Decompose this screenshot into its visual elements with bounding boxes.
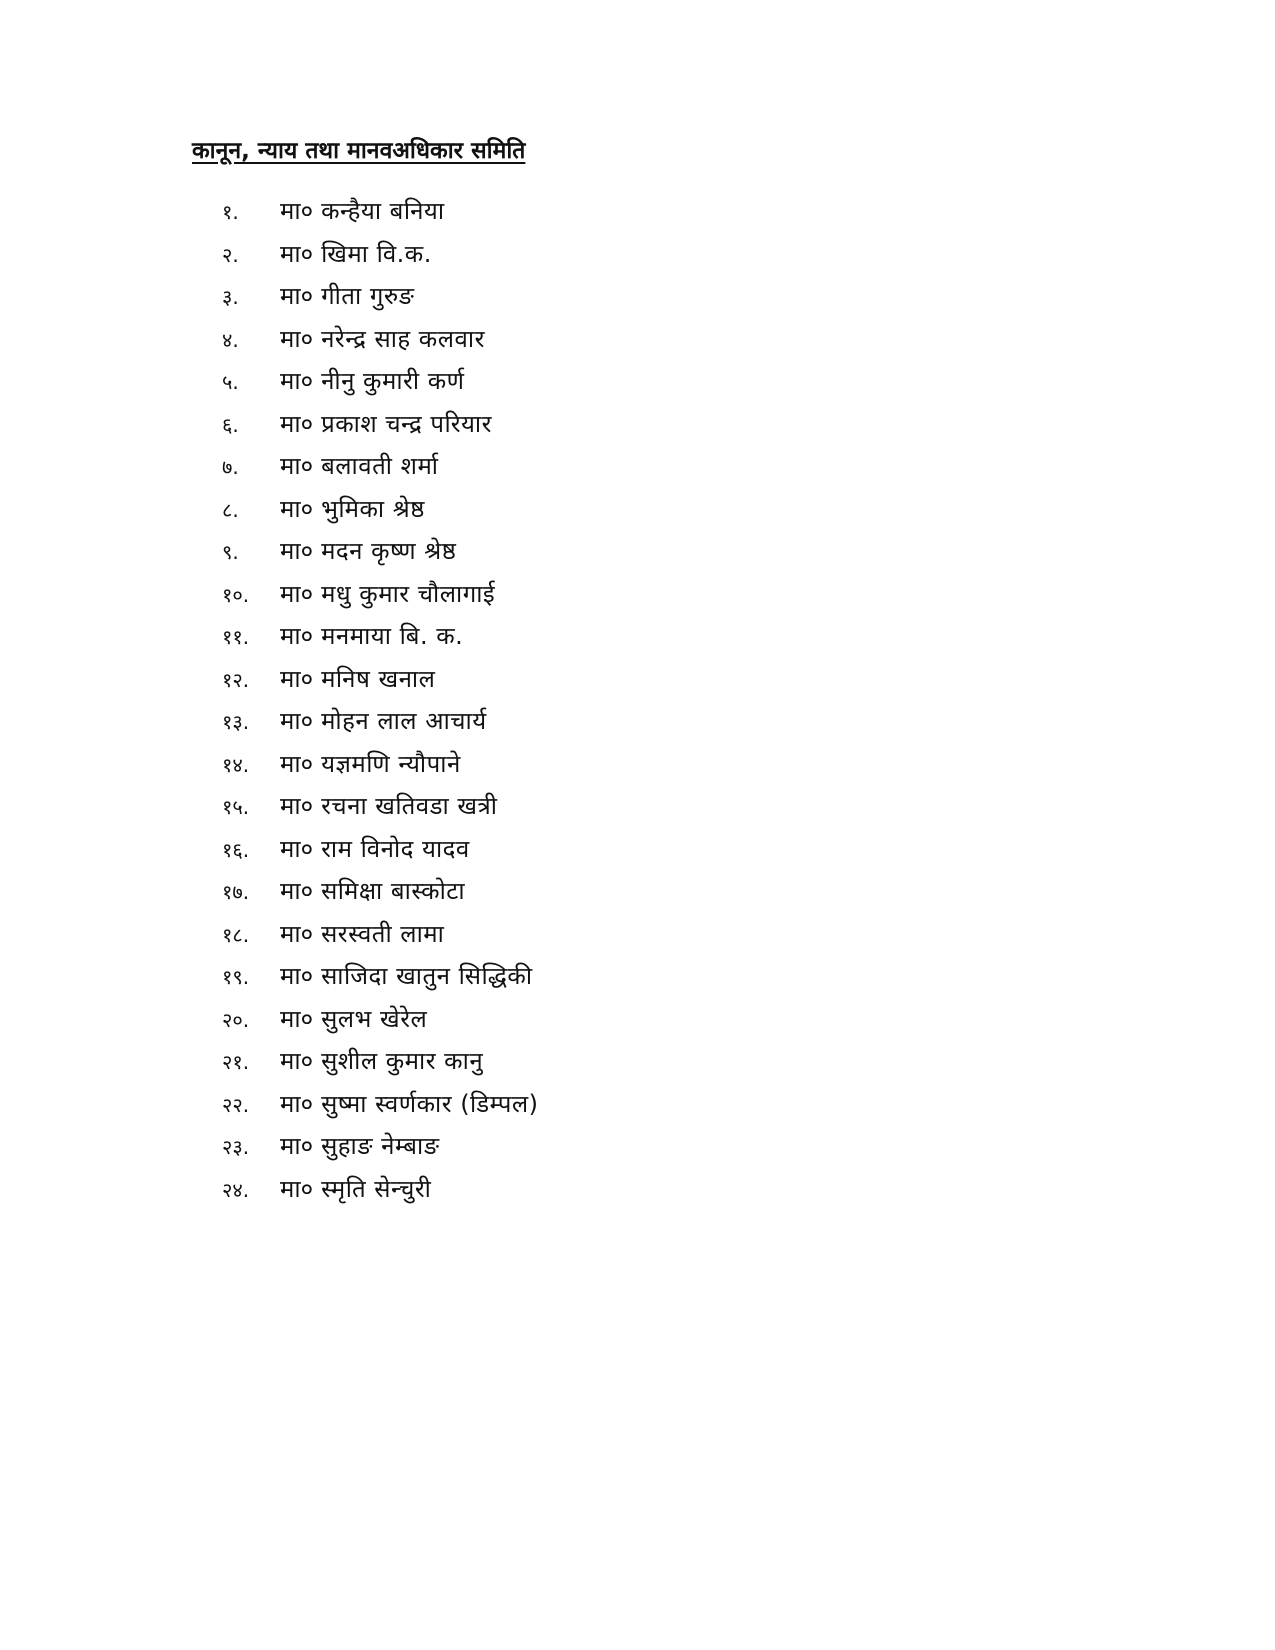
honorific: मा०: [280, 919, 314, 948]
item-number: ११.: [222, 625, 250, 649]
member-list: [222, 190, 539, 1210]
list-item: [222, 1125, 539, 1168]
list-item: [222, 318, 539, 361]
item-number: ५.: [222, 370, 239, 394]
list-item: [222, 743, 539, 786]
honorific: मा०: [280, 197, 314, 225]
item-number: ६.: [222, 412, 239, 437]
list-item: [222, 998, 539, 1041]
list-item: [222, 190, 539, 233]
honorific: मा०: [280, 282, 314, 310]
honorific: मा०: [280, 834, 314, 863]
member-name: यज्ञमणि न्यौपाने: [321, 749, 461, 778]
member-name: मनमाया बि. क.: [321, 622, 464, 650]
member-name: मनिष खनाल: [321, 664, 436, 693]
list-item: [222, 360, 539, 403]
list-item: [222, 658, 539, 701]
item-number: ८.: [222, 497, 239, 522]
item-number: १३.: [222, 710, 250, 734]
honorific: मा०: [280, 622, 314, 650]
list-item: [222, 1083, 539, 1126]
honorific: मा०: [280, 239, 314, 268]
list-item: [222, 488, 539, 531]
honorific: मा०: [280, 367, 314, 395]
honorific: मा०: [280, 494, 314, 523]
item-number: २२.: [222, 1092, 250, 1117]
member-name: मधु कुमार चौलागाई: [321, 579, 496, 608]
member-name: बलावती शर्मा: [321, 452, 439, 480]
item-number: १६.: [222, 837, 250, 862]
list-item: [222, 233, 539, 276]
item-number: १.: [222, 200, 239, 224]
item-number: ३.: [222, 285, 239, 309]
honorific: मा०: [280, 452, 314, 480]
list-item: [222, 870, 539, 913]
member-name: प्रकाश चन्द्र परियार: [321, 409, 492, 438]
item-number: १०.: [222, 582, 250, 607]
honorific: मा०: [280, 1174, 314, 1203]
list-item: [222, 1040, 539, 1083]
member-name: सरस्वती लामा: [321, 919, 445, 948]
member-name: रचना खतिवडा खत्री: [321, 792, 498, 820]
item-number: १८.: [222, 922, 250, 947]
member-name: नरेन्द्र साह कलवार: [321, 324, 485, 353]
member-name: सुष्मा स्वर्णकार (डिम्पल): [321, 1089, 539, 1118]
list-item: [222, 1168, 539, 1211]
member-name: सुलभ खेरेल: [321, 1004, 428, 1033]
member-name: राम विनोद यादव: [321, 834, 470, 863]
member-name: नीनु कुमारी कर्ण: [321, 367, 465, 395]
honorific: मा०: [280, 409, 314, 438]
list-item: [222, 700, 539, 743]
member-name: कन्हैया बनिया: [321, 197, 445, 225]
item-number: २०.: [222, 1007, 250, 1032]
list-item: [222, 828, 539, 871]
honorific: मा०: [280, 1132, 314, 1160]
list-item: [222, 615, 539, 658]
member-name: मदन कृष्ण श्रेष्ठ: [321, 537, 457, 565]
list-item: [222, 955, 539, 998]
member-name: भुमिका श्रेष्ठ: [321, 494, 425, 523]
member-name: गीता गुरुङ: [321, 282, 415, 310]
item-number: ७.: [222, 455, 239, 479]
honorific: मा०: [280, 537, 314, 565]
item-number: १२.: [222, 667, 250, 692]
item-number: २४.: [222, 1177, 250, 1202]
member-name: सुशील कुमार कानु: [321, 1047, 484, 1075]
list-item: [222, 275, 539, 318]
list-item: [222, 530, 539, 573]
item-number: १५.: [222, 795, 250, 819]
member-name: स्मृति सेन्चुरी: [321, 1174, 432, 1203]
honorific: मा०: [280, 1004, 314, 1033]
honorific: मा०: [280, 792, 314, 820]
honorific: मा०: [280, 1089, 314, 1118]
member-name: मोहन लाल आचार्य: [321, 707, 487, 735]
item-number: १९.: [222, 965, 250, 989]
item-number: १७.: [222, 880, 250, 904]
list-item: [222, 403, 539, 446]
member-name: समिक्षा बास्कोटा: [321, 877, 466, 905]
member-name: सुहाङ नेम्बाङ: [321, 1132, 440, 1160]
item-number: ४.: [222, 327, 239, 352]
member-name: खिमा वि.क.: [321, 239, 432, 268]
item-number: २१.: [222, 1050, 250, 1074]
honorific: मा०: [280, 324, 314, 353]
committee-title: कानून, न्याय तथा मानवअधिकार समिति: [192, 138, 526, 164]
member-name: साजिदा खातुन सिद्धिकी: [321, 962, 533, 990]
list-item: [222, 785, 539, 828]
honorific: मा०: [280, 707, 314, 735]
item-number: ९.: [222, 540, 239, 564]
list-item: [222, 573, 539, 616]
list-item: [222, 445, 539, 488]
item-number: १४.: [222, 752, 250, 777]
honorific: मा०: [280, 877, 314, 905]
honorific: मा०: [280, 749, 314, 778]
item-number: २.: [222, 242, 239, 267]
honorific: मा०: [280, 962, 314, 990]
item-number: २३.: [222, 1135, 250, 1159]
honorific: मा०: [280, 664, 314, 693]
list-item: [222, 913, 539, 956]
honorific: मा०: [280, 579, 314, 608]
honorific: मा०: [280, 1047, 314, 1075]
